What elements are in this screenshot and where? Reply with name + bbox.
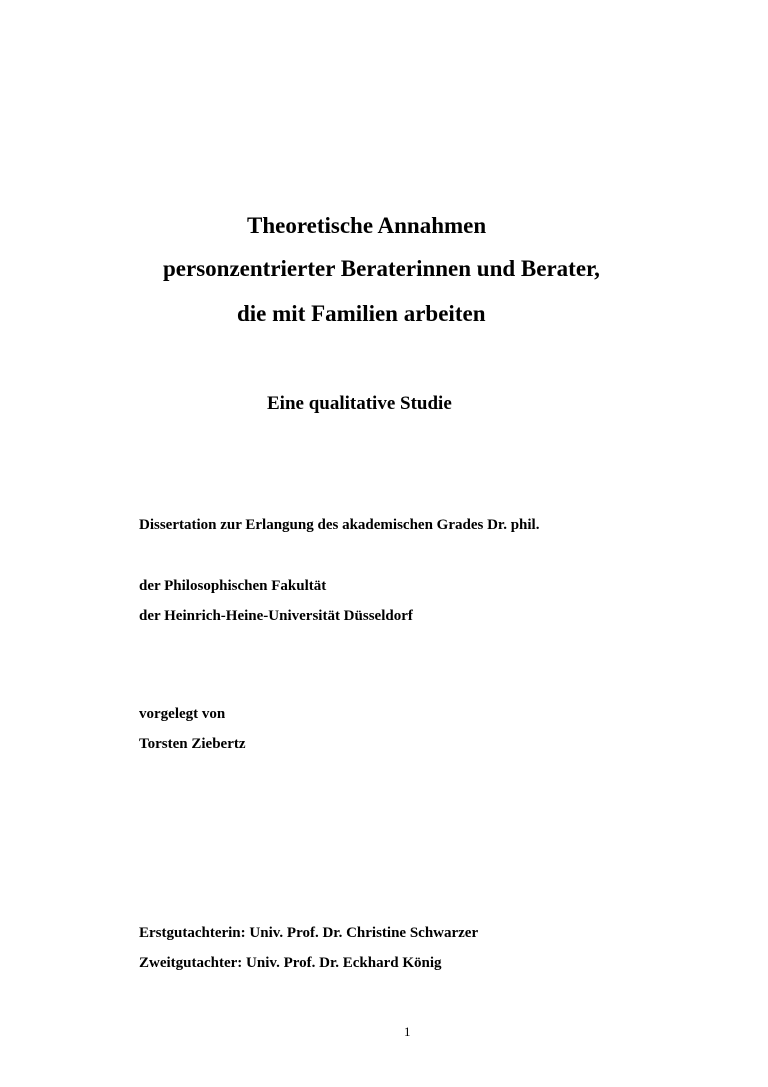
subtitle: Eine qualitative Studie — [267, 393, 452, 414]
author-name: Torsten Ziebertz — [139, 736, 246, 752]
second-reviewer: Zweitgutachter: Univ. Prof. Dr. Eckhard König — [139, 955, 442, 971]
dissertation-purpose: Dissertation zur Erlangung des akademischen Grades Dr. phil. — [139, 517, 540, 533]
title-line-3: die mit Familien arbeiten — [237, 301, 486, 326]
author-label: vorgelegt von — [139, 706, 226, 722]
first-reviewer: Erstgutachterin: Univ. Prof. Dr. Christine Schwarzer — [139, 925, 479, 941]
page-number: 1 — [404, 1024, 411, 1039]
title-line-2: personzentrierter Beraterinnen und Berater, — [163, 256, 600, 281]
title-line-1: Theoretische Annahmen — [247, 213, 487, 238]
faculty-line-2: der Heinrich-Heine-Universität Düsseldorf — [139, 608, 413, 624]
faculty-line-1: der Philosophischen Fakultät — [139, 578, 327, 594]
